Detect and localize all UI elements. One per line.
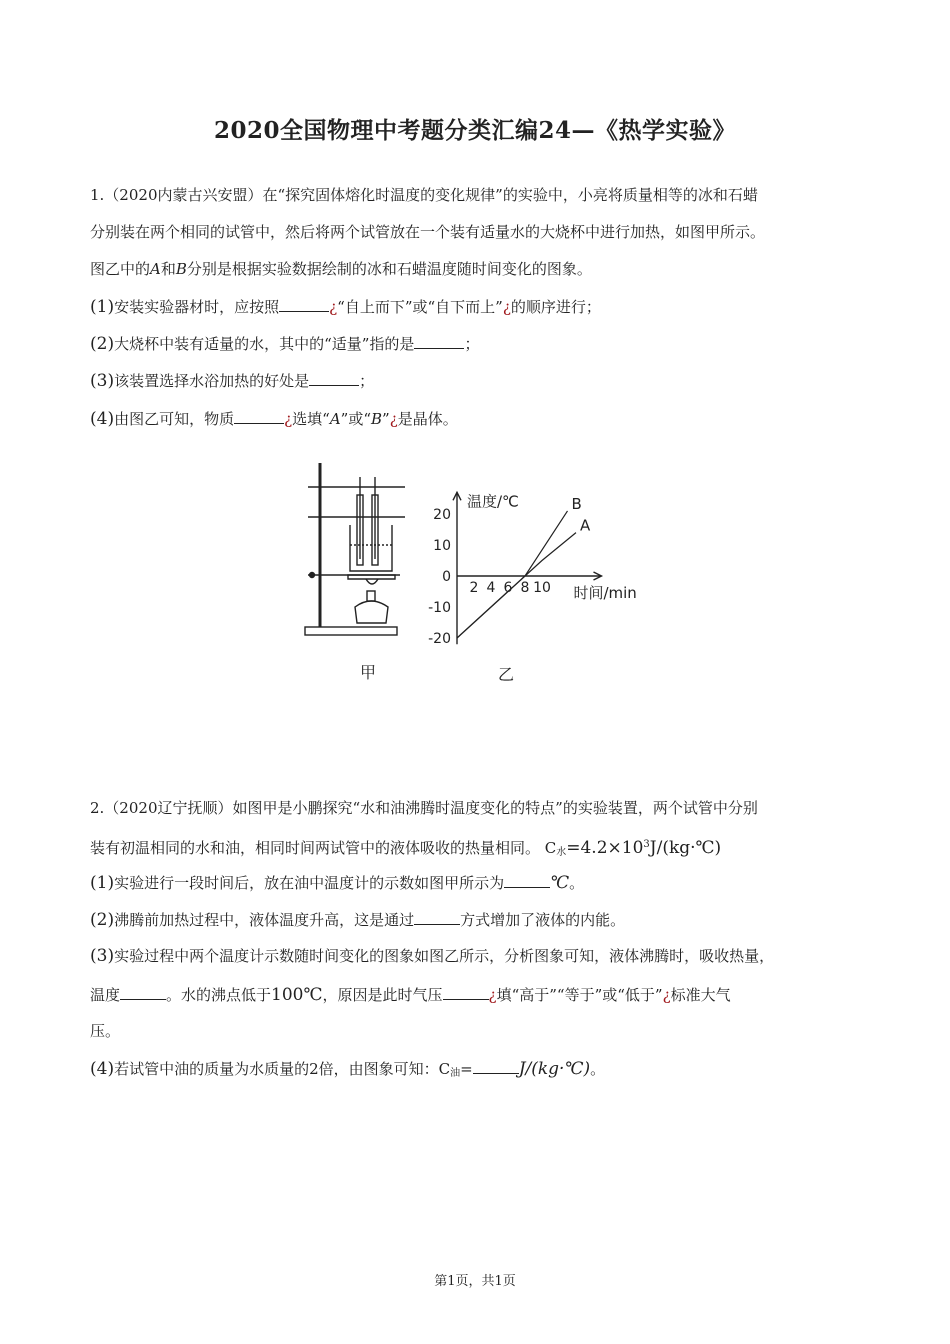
answer-blank[interactable]: [443, 984, 489, 1000]
q2-sub3-number: (3): [90, 946, 115, 966]
apparatus-drawing: [305, 463, 405, 635]
series-label-b: B: [571, 494, 582, 513]
answer-blank[interactable]: [473, 1058, 519, 1074]
q2-sub1-text-c: 。: [569, 874, 585, 892]
y-axis-label: 温度/℃: [467, 492, 519, 511]
q1-sub2-text-a: 大烧杯中装有适量的水，其中的“适量”指的是: [114, 335, 415, 353]
series-line-b: [457, 511, 568, 638]
q2-sub3-text-a: 实验过程中两个温度计示数随时间变化的图象如图乙所示，分析图象可知，液体沸腾时，吸收热量，: [114, 947, 775, 965]
q2-sub3-line2: [90, 984, 870, 1005]
q2-sub1-unit: ℃: [550, 873, 570, 893]
q1-sub3-text-c: ；: [359, 372, 375, 390]
x-tick-label: 8: [520, 580, 530, 596]
q2-sub1-number: (1): [90, 873, 115, 893]
answer-blank[interactable]: [120, 984, 166, 1000]
q1-sub4-var-a: A: [329, 410, 341, 428]
q1-sub2-text-c: ；: [464, 335, 480, 353]
q1-sub3-text-a: 该装置选择水浴加热的好处是: [114, 372, 310, 390]
q2-sub3: [90, 946, 870, 966]
q1-line3-a: 图乙中的: [90, 260, 151, 278]
q2-sub3-line2-a: 温度: [90, 986, 121, 1004]
answer-blank[interactable]: [414, 909, 460, 925]
q2-sub3-mark2: ¿: [662, 986, 671, 1004]
answer-blank[interactable]: [414, 333, 464, 349]
page-footer: 第1页，共1页: [434, 1274, 516, 1289]
q1-sub4-text-mid: ”或“: [340, 410, 372, 428]
y-tick-label: -10: [428, 600, 451, 616]
q1-sub1-text-c: 的顺序进行；: [510, 298, 601, 316]
q1-sub4-mark1: ¿: [284, 410, 293, 428]
q2-sub3-line2-b: 。水的沸点低于: [166, 986, 272, 1004]
x-axis-label: 时间/min: [573, 584, 637, 602]
q2-line2-sup: 3: [643, 839, 650, 850]
q1-line2: 分别装在两个相同的试管中，然后将两个试管放在一个装有适量水的大烧杯中进行加热，如图甲所示。: [90, 223, 766, 241]
stand-base: [305, 627, 397, 635]
figure-label-left: 甲: [360, 663, 377, 682]
q1-sub4-text-b: 选填“: [292, 410, 330, 428]
q1-sub2-number: (2): [90, 334, 115, 354]
q1-sub4-number: (4): [90, 409, 115, 429]
q1-var-b: B: [175, 260, 187, 278]
q2-sub3-line2-d: 填“高于”“等于”或“低于”: [496, 986, 663, 1004]
page-title: 2020全国物理中考题分类汇编24—《热学实验》: [213, 117, 737, 144]
figure-q1: [300, 455, 660, 690]
q2-line2-b: =4.2×10: [566, 838, 644, 858]
gauze: [348, 575, 395, 579]
x-tick-label: 6: [503, 580, 513, 596]
q2-sub4-sub: 油: [450, 1068, 461, 1079]
x-tick-label: 2: [469, 580, 479, 596]
q1-line3-c: 分别是根据实验数据绘制的冰和石蜡温度随时间变化的图象。: [186, 260, 592, 278]
y-tick-label: 10: [433, 538, 451, 554]
answer-blank[interactable]: [309, 370, 359, 386]
q1-sub3: [90, 370, 870, 391]
series-label-a: A: [580, 516, 591, 535]
boss-head: [310, 573, 315, 578]
q2-line1: 2.（2020辽宁抚顺）如图甲是小鹏探究“水和油沸腾时温度变化的特点”的实验装置，两个试管中分别: [90, 799, 758, 817]
temperature-graph: [428, 492, 637, 647]
q2-sub4-text-a: 若试管中油的质量为水质量的2倍，由图象可知：C: [114, 1060, 451, 1078]
q1-sub4-text-b2: ”: [382, 410, 390, 428]
x-tick-label: 4: [486, 580, 496, 596]
y-tick-label: 20: [433, 507, 451, 523]
q2-sub2-text-c: 方式增加了液体的内能。: [460, 911, 626, 929]
q2-sub3-line3: 压。: [90, 1022, 121, 1040]
q2-line2-sub: 水: [556, 847, 567, 858]
q2-sub2-number: (2): [90, 910, 115, 930]
q2-sub4: [90, 1058, 870, 1084]
q2-sub4-text-c: 。: [590, 1060, 606, 1078]
y-tick-label: 0: [442, 569, 451, 585]
q1-sub1-number: (1): [90, 297, 115, 317]
x-tick-label: 10: [533, 580, 551, 596]
q2-sub1: [90, 872, 870, 893]
q1-sub1-mark1: ¿: [329, 298, 338, 316]
q2-sub4-number: (4): [90, 1059, 115, 1079]
q2-sub1-text-a: 实验进行一段时间后，放在油中温度计的示数如图甲所示为: [114, 874, 505, 892]
q2-line2-c: J/(kg·℃): [649, 838, 722, 858]
q2-sub2: [90, 909, 870, 930]
answer-blank[interactable]: [234, 408, 284, 424]
q1-sub4-text-a: 由图乙可知，物质: [114, 410, 235, 428]
beaker: [350, 525, 392, 571]
q1-sub1-text-a: 安装实验器材时，应按照: [114, 298, 280, 316]
q2-sub3-temp: 100℃: [271, 985, 323, 1005]
q1-sub4-var-b: B: [371, 410, 383, 428]
q1-sub4: [90, 408, 870, 429]
q1-line1: 1.（2020内蒙古兴安盟）在“探究固体熔化时温度的变化规律”的实验中，小亮将质量相等的冰和石蜡: [90, 186, 758, 204]
answer-blank[interactable]: [504, 872, 550, 888]
q1-sub1-mark2: ¿: [502, 298, 511, 316]
q1-sub1: [90, 296, 870, 317]
q1-line3-b: 和: [160, 260, 176, 278]
q2-sub2-text-a: 沸腾前加热过程中，液体温度升高，这是通过: [114, 911, 415, 929]
q1-sub4-mark2: ¿: [389, 410, 398, 428]
q2-sub4-unit: J/(kg·℃): [518, 1059, 591, 1079]
q2-sub3-line2-c: ，原因是此时气压: [322, 986, 443, 1004]
q2-sub4-text-b: =: [460, 1060, 473, 1078]
figure-svg: [300, 455, 660, 690]
q1-sub2: [90, 333, 870, 354]
q2-line2: [90, 835, 870, 863]
q1-sub3-number: (3): [90, 371, 115, 391]
answer-blank[interactable]: [279, 296, 329, 312]
q2-line2-a: 装有初温相同的水和油，相同时间两试管中的液体吸收的热量相同。 C: [90, 839, 557, 857]
lamp-wick: [367, 591, 375, 601]
q2-sub3-mark1: ¿: [488, 986, 497, 1004]
figure-label-right: 乙: [498, 665, 515, 684]
q2-sub3-line2-e: 标准大气: [670, 986, 731, 1004]
q1-sub1-text-b: “自上而下”或“自下而上”: [337, 298, 503, 316]
alcohol-lamp: [355, 601, 388, 623]
flame: [366, 579, 378, 584]
q1-line3: [90, 259, 870, 279]
q1-var-a: A: [150, 260, 161, 278]
q1-sub4-text-c: 是晶体。: [397, 410, 458, 428]
y-tick-label: -20: [428, 631, 451, 647]
